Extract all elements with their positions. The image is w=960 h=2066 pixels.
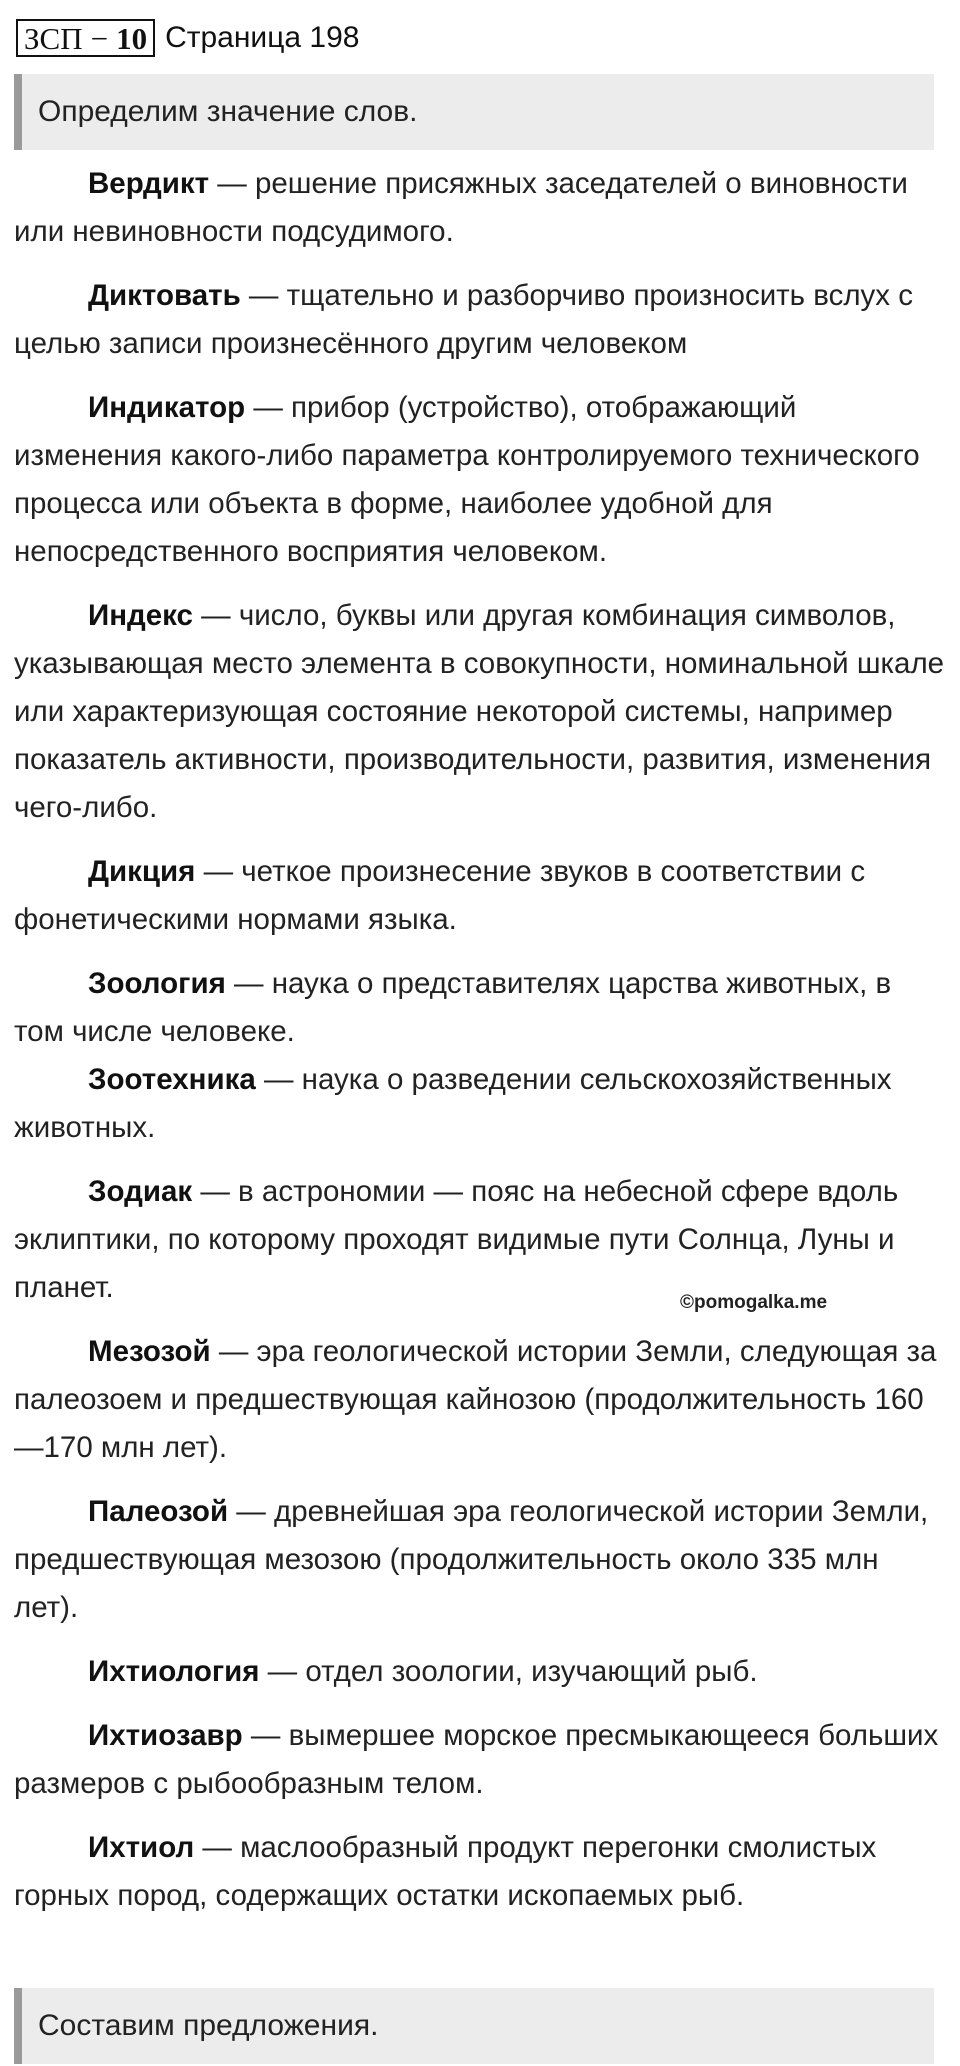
definition-term: Ихтиол bbox=[88, 1831, 195, 1864]
definition-term: Палеозой bbox=[88, 1495, 229, 1528]
definition-term: Индекс bbox=[88, 599, 193, 632]
definition-text: — в астрономии — пояс на небесной сфере вдоль эклиптики, по которому проходят видимые пути Солнца, Луны и планет. bbox=[14, 1175, 899, 1304]
definition-item bbox=[14, 1168, 946, 1312]
definition-text: — наука о представителях царства животных, в том числе человеке. bbox=[14, 967, 892, 1048]
definition-item bbox=[14, 1824, 946, 1920]
definition-item bbox=[14, 1056, 946, 1152]
page-number-label: Страница 198 bbox=[165, 21, 360, 54]
exercise-badge bbox=[16, 19, 155, 57]
definition-text: — древнейшая эра геологической истории Земли, предшествующая мезозою (продолжительность около 335 млн лет). bbox=[14, 1495, 929, 1624]
definition-item bbox=[14, 848, 946, 944]
page-header bbox=[16, 18, 359, 58]
definition-term: Вердикт bbox=[88, 167, 210, 200]
definition-item bbox=[14, 272, 946, 368]
badge-dash: − bbox=[90, 20, 109, 56]
definition-text: — четкое произнесение звуков в соответствии с фонетическими нормами языка. bbox=[14, 855, 866, 936]
definition-term: Зоотехника bbox=[88, 1063, 256, 1096]
task-bar-define-words bbox=[14, 74, 934, 150]
definition-term: Ихтиология bbox=[88, 1655, 260, 1688]
definition-item bbox=[14, 1712, 946, 1808]
task-text: Составим предложения. bbox=[38, 2009, 379, 2042]
definition-term: Мезозой bbox=[88, 1335, 211, 1368]
watermark: ©pomogalka.me bbox=[680, 1292, 828, 1313]
task-bar-make-sentences bbox=[14, 1988, 934, 2064]
definition-text: — наука о разведении сельскохозяйственных животных. bbox=[14, 1063, 892, 1144]
definition-term: Зоология bbox=[88, 967, 226, 1000]
definition-text: — решение присяжных заседателей о виновности или невиновности подсудимого. bbox=[14, 167, 908, 248]
definition-item bbox=[14, 384, 946, 576]
definition-item bbox=[14, 1648, 946, 1696]
definition-item bbox=[14, 1328, 946, 1472]
definition-item bbox=[14, 1488, 946, 1632]
definitions-list bbox=[14, 160, 946, 1936]
definition-text: — эра геологической истории Земли, следующая за палеозоем и предшествующая кайнозою (продолжительность 160—170 млн лет). bbox=[14, 1335, 937, 1464]
definition-term: Диктовать bbox=[88, 279, 241, 312]
task-text: Определим значение слов. bbox=[38, 95, 418, 128]
definition-term: Дикция bbox=[88, 855, 196, 888]
badge-number: 10 bbox=[116, 20, 148, 56]
definition-text: — число, буквы или другая комбинация символов, указывающая место элемента в совокупности, номинальной шкале или характеризующая состояние некоторой системы, например показатель активности, производительности, развития, изменения чего-либо. bbox=[14, 599, 945, 824]
definition-text: — отдел зоологии, изучающий рыб. bbox=[259, 1655, 758, 1688]
definition-text: — тщательно и разборчиво произносить вслух с целью записи произнесённого другим человеком bbox=[14, 279, 913, 360]
definition-term: Ихтиозавр bbox=[88, 1719, 243, 1752]
definition-item bbox=[14, 960, 946, 1056]
definition-term: Зодиак bbox=[88, 1175, 193, 1208]
definition-text: — маслообразный продукт перегонки смолистых горных пород, содержащих остатки ископаемых рыб. bbox=[14, 1831, 877, 1912]
definition-text: — прибор (устройство), отображающий изменения какого-либо параметра контролируемого технического процесса или объекта в форме, наиболее удобной для непосредственного восприятия человеком. bbox=[14, 391, 920, 568]
badge-prefix: ЗСП bbox=[24, 20, 83, 56]
definition-item bbox=[14, 160, 946, 256]
definition-text: — вымершее морское пресмыкающееся больших размеров с рыбообразным телом. bbox=[14, 1719, 939, 1800]
definition-term: Индикатор bbox=[88, 391, 246, 424]
definition-item bbox=[14, 592, 946, 832]
